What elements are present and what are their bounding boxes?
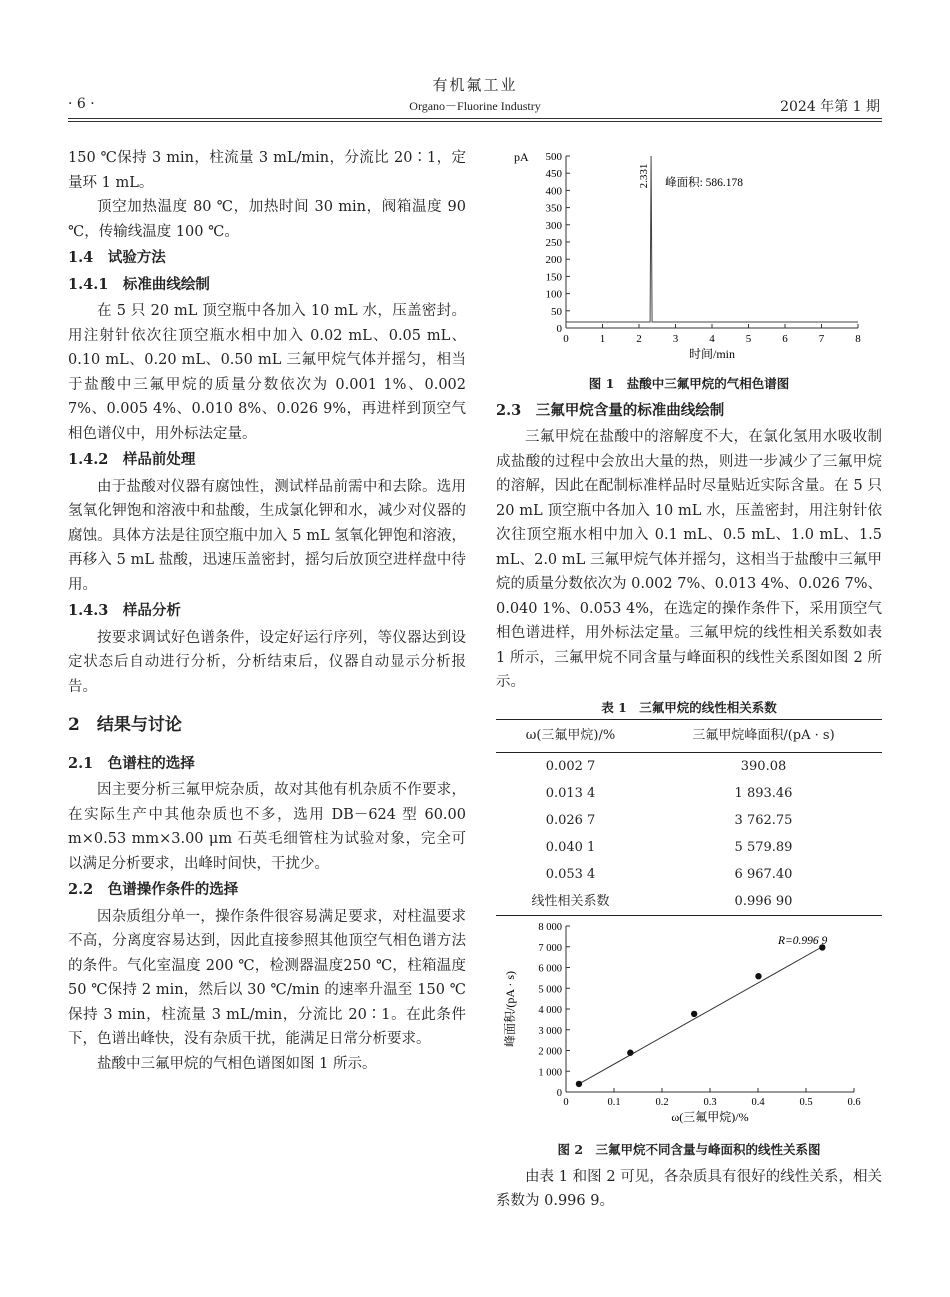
x-tick-label: 7 (818, 333, 825, 345)
figure-1-caption: 图 1 盐酸中三氟甲烷的气相色谱图 (588, 375, 790, 391)
paragraph: 按要求调试好色谱条件，设定好运行序列，等仪器达到设定状态后自动进行分析，分析结束后，仪器自动显示分析报告。 (68, 629, 466, 695)
x-tick-label: 0 (563, 1097, 569, 1108)
section-heading: 1.4.3 样品分析 (68, 602, 181, 619)
x-tick-label: 0.2 (655, 1097, 669, 1108)
x-tick-label: 2 (636, 333, 642, 345)
paragraph: 由表 1 和图 2 可见，各杂质具有很好的线性关系，相关系数为 0.996 9。 (496, 1168, 882, 1209)
y-tick-label: 200 (545, 254, 562, 267)
section-heading: 2 结果与讨论 (68, 715, 182, 735)
table-row (496, 807, 882, 834)
x-axis-label: ω(三氟甲烷)/% (671, 1110, 749, 1124)
x-axis-label: 时间/min (688, 347, 736, 361)
y-tick-label: 4 000 (538, 1005, 562, 1016)
table-row (496, 780, 882, 807)
table-cell: 0.040 1 (545, 840, 596, 855)
table-cell: 1 893.46 (734, 786, 793, 801)
y-tick-label: 2 000 (538, 1046, 562, 1058)
table-cell: 0.002 7 (545, 759, 596, 774)
y-tick-label: 7 000 (538, 942, 562, 954)
x-tick-label: 0 (563, 333, 569, 345)
table-cell: 3 762.75 (734, 813, 793, 828)
data-point (755, 973, 761, 979)
y-axis-label: pA (514, 150, 529, 164)
y-tick-label: 0 (556, 1088, 562, 1099)
paragraph: 因杂质组分单一，操作条件很容易满足要求，对柱温要求不高，分离度容易达到，因此直接参照其他顶空气相色谱方法的条件。气化室温度 200 ℃，检测器温度250 ℃，柱箱温度 50 ℃保持 2 min，然后以 30 ℃/min 的速率升温至 150 ℃保持 3 min，柱流量 3 mL/min，分流比 20∶1。在此条件下，色谱出峰快，没有杂质干扰，能满足日常分析要求。 (68, 908, 466, 1047)
data-point (627, 1050, 633, 1056)
page-number: · 6 · (68, 96, 95, 112)
issue-label: 2024 年第 1 期 (780, 99, 880, 115)
section-heading: 1.4.1 标准曲线绘制 (68, 275, 210, 293)
table-cell: 6 967.40 (734, 867, 793, 882)
paragraph: 因主要分析三氟甲烷杂质，故对其他有机杂质不作要求，在实际生产中其他杂质也不多，选用 DB－624 型 60.00 m×0.53 mm×3.00 μm 石英毛细管柱为试验对象，完全可以满足分析要求，出峰时间快，干扰少。 (68, 782, 466, 872)
left-column (68, 146, 466, 1076)
y-tick-label: 150 (545, 271, 562, 284)
y-tick-label: 300 (545, 219, 562, 232)
x-tick-label: 4 (709, 333, 715, 345)
table-cell: 线性相关系数 (496, 888, 645, 916)
table-cell: 5 579.89 (734, 840, 793, 855)
x-tick-label: 0.4 (751, 1097, 765, 1108)
paragraph: 在 5 只 20 mL 顶空瓶中各加入 10 mL 水，压盖密封。用注射针依次往顶空瓶水相中加入 0.02 mL、0.05 mL、0.10 mL、0.20 mL、0.50 mL 三氟甲烷气体并摇匀，相当于盐酸中三氟甲烷的质量分数依次为 0.001 1%、0.002 7%、0.005 4%、0.010 8%、0.026 9%，再进样到顶空气相色谱仪中，用外标法定量。 (68, 303, 466, 442)
x-tick-label: 0.5 (799, 1097, 813, 1108)
table-cell: 390.08 (740, 759, 787, 774)
section-heading: 2.1 色谱柱的选择 (68, 754, 195, 772)
journal-title-en: Organo－Fluorine Industry (409, 99, 541, 113)
paragraph: 150 ℃保持 3 min，柱流量 3 mL/min，分流比 20∶1，定量环 1 mL。 (68, 150, 466, 191)
x-tick-label: 1 (599, 333, 606, 345)
peak-time-label: 2.331 (638, 163, 651, 189)
y-tick-label: 450 (545, 168, 562, 181)
section-heading: 2.3 三氟甲烷含量的标准曲线绘制 (496, 401, 725, 419)
section-heading: 1.4.2 样品前处理 (68, 451, 196, 468)
x-tick-label: 6 (782, 333, 788, 345)
x-tick-label: 3 (672, 333, 679, 345)
y-tick-label: 5 000 (538, 984, 562, 996)
table-1 (496, 719, 882, 917)
table-header: ω(三氟甲烷)/% (496, 719, 645, 753)
table-cell: 0.053 4 (545, 867, 596, 882)
paragraph: 由于盐酸对仪器有腐蚀性，测试样品前需中和去除。选用氢氧化钾饱和溶液中和盐酸，生成氯化钾和水，减少对仪器的腐蚀。具体方法是往顶空瓶中加入 5 mL 氢氧化钾饱和溶液，再移入 5 mL 盐酸，迅速压盖密封，摇匀后放顶空进样盘中待用。 (68, 478, 466, 593)
y-tick-label: 6 000 (538, 963, 562, 975)
right-column (496, 146, 882, 1214)
journal-title-cn: 有机氟工业 (432, 76, 518, 94)
peak-area-annotation: 峰面积: 586.178 (665, 177, 744, 189)
figure-2-linear-plot (496, 916, 882, 1128)
y-tick-label: 8 000 (538, 922, 562, 933)
table-row (496, 834, 882, 861)
x-tick-label: 0.3 (703, 1097, 717, 1108)
y-tick-label: 250 (545, 237, 562, 249)
table-cell: 0.026 7 (545, 813, 596, 828)
table-row (496, 753, 882, 781)
y-tick-label: 3 000 (538, 1025, 562, 1037)
y-tick-label: 400 (545, 185, 562, 198)
table-header: 三氟甲烷峰面积/(pA · s) (645, 719, 882, 753)
y-tick-label: 1 000 (538, 1067, 562, 1079)
paragraph: 盐酸中三氟甲烷的气相色谱图如图 1 所示。 (97, 1055, 377, 1072)
y-tick-label: 100 (545, 288, 562, 301)
figure-1-chromatogram (496, 146, 882, 362)
paragraph: 三氟甲烷在盐酸中的溶解度不大，在氯化氢用水吸收制成盐酸的过程中会放出大量的热，则进一步减少了三氟甲烷的溶解，因此在配制标准样品时尽量贴近实际含量。在 5 只 20 mL 顶空瓶中各加入 10 mL 水，压盖密封，用注射针依次往顶空瓶水相中加入 0.1 mL、0.5 mL、1.0 mL、1.5 mL、2.0 mL 三氟甲烷气体并摇匀，这相当于盐酸中三氟甲烷的质量分数依次为 0.002 7%、0.013 4%、0.026 7%、0.040 1%、0.053 4%，在选定的操作条件下，采用顶空气相色谱进样，用外标法定量。三氟甲烷的线性相关系数如表 1 所示，三氟甲烷不同含量与峰面积的线性关系图如图 2 所示。 (496, 429, 882, 690)
table-cell: 0.996 90 (645, 888, 882, 916)
data-point (576, 1081, 582, 1087)
table-cell: 0.013 4 (545, 786, 596, 801)
fit-line (579, 947, 822, 1084)
table-row (496, 888, 882, 916)
header-rule (68, 118, 882, 119)
section-heading: 1.4 试验方法 (68, 249, 166, 266)
x-tick-label: 5 (745, 333, 752, 345)
data-point (691, 1011, 697, 1017)
header-rule (68, 121, 882, 122)
x-tick-label: 0.1 (607, 1097, 621, 1108)
x-tick-label: 8 (855, 333, 861, 345)
section-heading: 2.2 色谱操作条件的选择 (68, 881, 239, 898)
figure-2-caption: 图 2 三氟甲烷不同含量与峰面积的线性关系图 (557, 1141, 821, 1157)
paragraph: 顶空加热温度 80 ℃，加热时间 30 min，阀箱温度 90 ℃，传输线温度 100 ℃。 (68, 199, 466, 240)
y-tick-label: 50 (551, 305, 562, 318)
r-annotation: R=0.996 9 (778, 935, 828, 947)
table-1-caption: 表 1 三氟甲烷的线性相关系数 (601, 699, 777, 715)
y-axis-label: 峰面积/(pA · s) (503, 971, 517, 1047)
y-tick-label: 500 (545, 151, 562, 163)
y-tick-label: 350 (545, 202, 562, 215)
table-row (496, 861, 882, 888)
y-tick-label: 0 (556, 323, 562, 335)
x-tick-label: 0.6 (847, 1097, 861, 1108)
